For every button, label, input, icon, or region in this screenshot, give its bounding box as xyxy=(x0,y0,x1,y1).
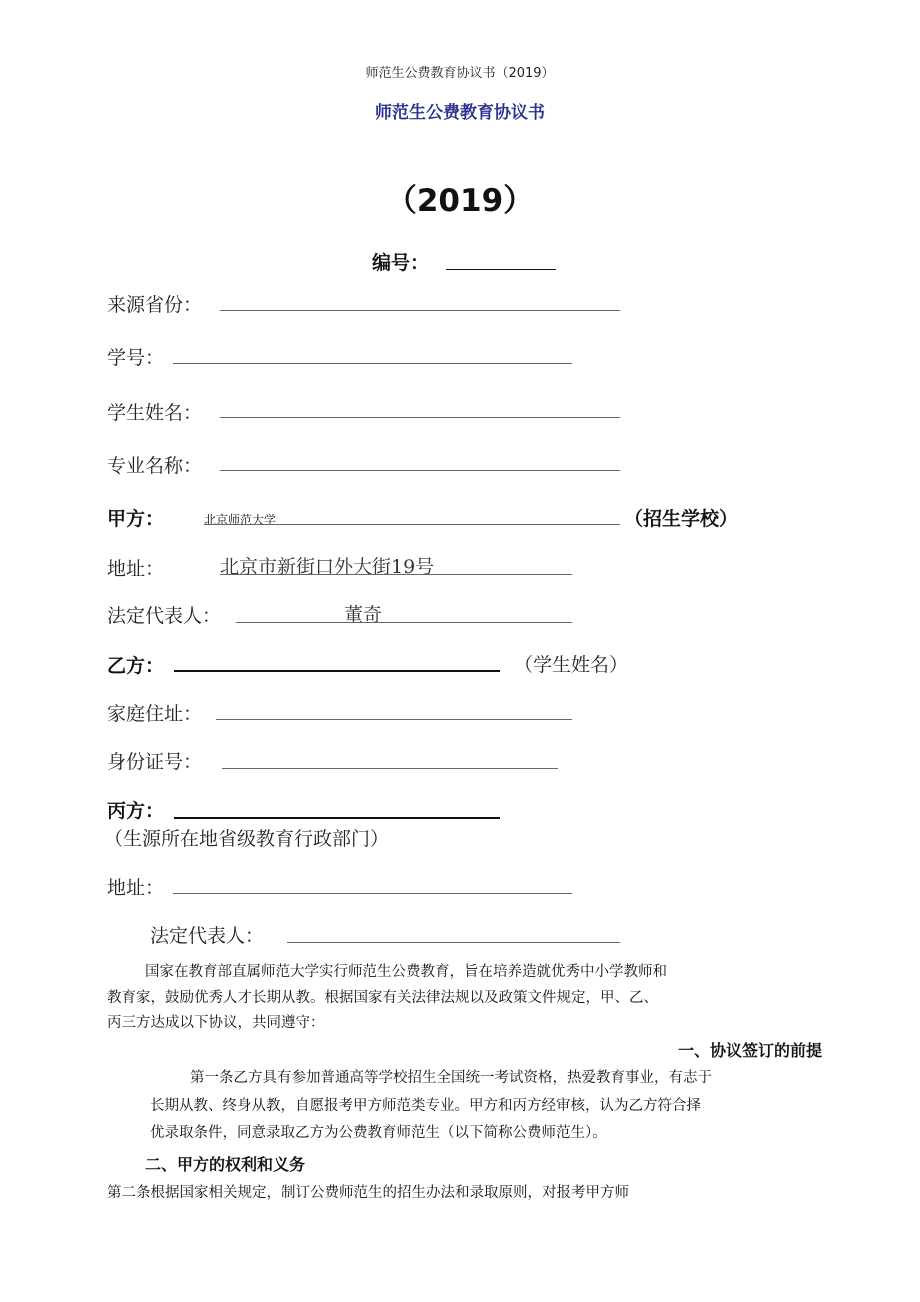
party-a-rep: 董奇 xyxy=(344,604,383,626)
party-b-id-label: 身份证号： xyxy=(107,751,203,773)
party-c-rep-blank[interactable] xyxy=(287,942,620,943)
document-title: 师范生公费教育协议书 xyxy=(375,103,545,123)
number-label: 编号： xyxy=(372,252,430,274)
party-c-rep-label: 法定代表人： xyxy=(150,925,265,947)
party-b-role: （学生姓名） xyxy=(514,654,629,676)
party-a-rep-label: 法定代表人： xyxy=(107,605,222,627)
source-province-blank[interactable] xyxy=(220,310,620,311)
section-1-heading: 一、协议签订的前提 xyxy=(677,1041,822,1060)
party-a-label: 甲方： xyxy=(107,508,165,530)
party-c-role: （生源所在地省级教育行政部门） xyxy=(104,828,390,850)
section-2-line-1: 第二条根据国家相关规定，制订公费师范生的招生办法和录取原则，对报考甲方师 xyxy=(107,1185,629,1201)
party-a-address-underline[interactable] xyxy=(220,574,572,575)
party-c-blank[interactable] xyxy=(174,817,500,819)
student-name-blank[interactable] xyxy=(220,417,620,418)
intro-line-2: 教育家，鼓励优秀人才长期从教。根据国家有关法律法规以及政策文件规定，甲、乙、 xyxy=(107,990,658,1006)
party-a-rep-underline[interactable] xyxy=(236,622,572,623)
major-blank[interactable] xyxy=(220,470,620,471)
party-a-role: （招生学校） xyxy=(624,508,739,530)
student-id-label: 学号： xyxy=(107,347,165,369)
running-title: 师范生公费教育协议书（2019） xyxy=(365,66,555,81)
section-2-heading: 二、甲方的权利和义务 xyxy=(145,1155,306,1174)
party-c-address-blank[interactable] xyxy=(173,893,572,894)
party-c-label: 丙方： xyxy=(107,800,165,822)
party-a-name-underline[interactable] xyxy=(204,524,620,525)
party-b-blank[interactable] xyxy=(174,670,500,672)
intro-line-1: 国家在教育部直属师范大学实行师范生公费教育，旨在培养造就优秀中小学教师和 xyxy=(145,964,667,980)
party-b-home-label: 家庭住址： xyxy=(107,703,203,725)
party-b-home-blank[interactable] xyxy=(216,719,572,720)
section-1-line-1: 第一条乙方具有参加普通高等学校招生全国统一考试资格，热爱教育事业，有志于 xyxy=(190,1070,712,1086)
party-a-address-label: 地址： xyxy=(107,558,165,580)
major-label: 专业名称： xyxy=(107,455,203,477)
source-province-label: 来源省份： xyxy=(107,294,203,316)
student-name-label: 学生姓名： xyxy=(107,402,203,424)
section-1-line-2: 长期从教、终身从教，自愿报考甲方师范类专业。甲方和丙方经审核，认为乙方符合择 xyxy=(150,1098,701,1114)
agreement-year: （2019） xyxy=(385,183,535,219)
party-c-address-label: 地址： xyxy=(107,877,165,899)
party-a-address: 北京市新街口外大街19号 xyxy=(220,556,435,578)
party-b-label: 乙方： xyxy=(107,655,165,677)
intro-line-3: 丙三方达成以下协议，共同遵守： xyxy=(107,1015,325,1031)
number-blank[interactable] xyxy=(446,269,556,270)
party-a-name: 北京师范大学 xyxy=(204,513,277,527)
section-1-line-3: 优录取条件，同意录取乙方为公费教育师范生（以下简称公费师范生）。 xyxy=(150,1125,607,1141)
student-id-blank[interactable] xyxy=(173,363,572,364)
party-b-id-blank[interactable] xyxy=(222,768,558,769)
